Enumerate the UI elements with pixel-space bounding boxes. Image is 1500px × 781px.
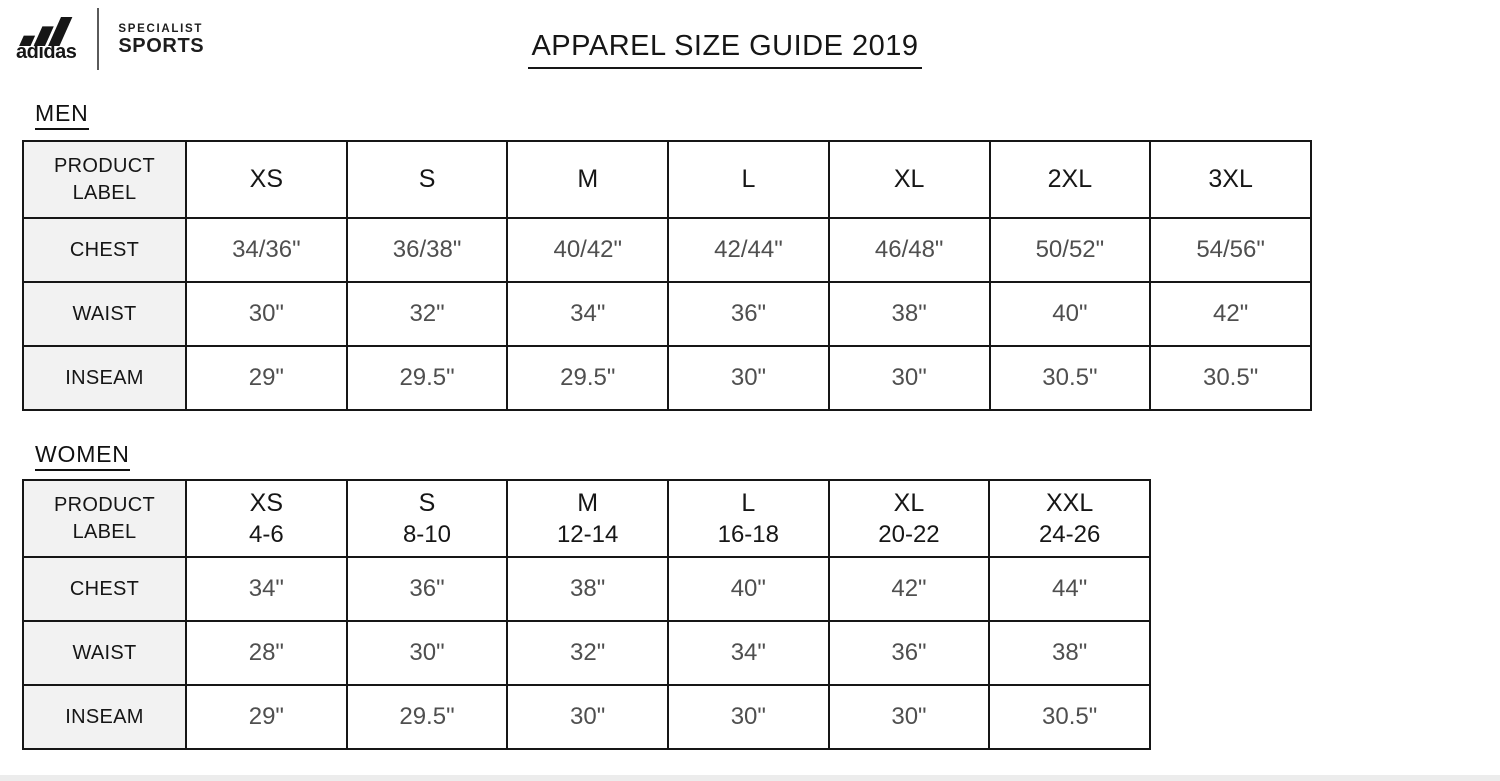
- size-value-cell: 50/52": [990, 218, 1151, 282]
- women-size-column-header-m: [507, 480, 668, 557]
- men-size-column-header-s: [347, 141, 508, 218]
- measurement-row-label: WAIST: [23, 621, 186, 685]
- measurement-row-label: INSEAM: [23, 685, 186, 749]
- men-row-inseam: [23, 346, 1311, 410]
- women-row-chest: [23, 557, 1150, 621]
- men-section-heading: MEN: [35, 100, 89, 130]
- size-range: 4-6: [248, 520, 284, 548]
- men-size-column-header-xl: [829, 141, 990, 218]
- size-label: S: [418, 489, 436, 518]
- size-value-cell: 36": [668, 282, 829, 346]
- women-size-column-header-l: [668, 480, 829, 557]
- men-size-column-header-m: [507, 141, 668, 218]
- women-size-column-header-xs: [186, 480, 347, 557]
- men-size-table: [22, 140, 1312, 411]
- size-value-cell: 30": [347, 621, 508, 685]
- page-title: APPAREL SIZE GUIDE 2019: [528, 30, 921, 69]
- size-value-cell: 32": [347, 282, 508, 346]
- men-row-waist: [23, 282, 1311, 346]
- size-value-cell: 28": [186, 621, 347, 685]
- men-row-chest: [23, 218, 1311, 282]
- women-row-inseam: [23, 685, 1150, 749]
- size-label: XL: [893, 489, 925, 518]
- women-table-container: [22, 479, 1151, 750]
- page-bottom-edge: [0, 775, 1500, 781]
- size-label: XL: [893, 164, 925, 193]
- size-label: 3XL: [1208, 164, 1253, 193]
- size-label: M: [577, 164, 599, 193]
- size-label: L: [741, 489, 756, 518]
- women-size-column-header-xl: [829, 480, 990, 557]
- size-value-cell: 30": [186, 282, 347, 346]
- size-value-cell: 30.5": [990, 346, 1151, 410]
- size-value-cell: 30": [668, 685, 829, 749]
- size-value-cell: 40/42": [507, 218, 668, 282]
- size-value-cell: 34": [186, 557, 347, 621]
- men-size-column-header-2xl: [990, 141, 1151, 218]
- measurement-row-label: CHEST: [23, 557, 186, 621]
- size-value-cell: 34": [668, 621, 829, 685]
- size-value-cell: 46/48": [829, 218, 990, 282]
- measurement-row-label: INSEAM: [23, 346, 186, 410]
- size-label: XS: [249, 489, 283, 518]
- size-value-cell: 38": [829, 282, 990, 346]
- size-value-cell: 36": [347, 557, 508, 621]
- size-value-cell: 34/36": [186, 218, 347, 282]
- size-value-cell: 30": [507, 685, 668, 749]
- size-value-cell: 42": [1150, 282, 1311, 346]
- size-range: 24-26: [1038, 520, 1101, 548]
- women-product-label-header: PRODUCT LABEL: [23, 480, 186, 557]
- size-value-cell: 36/38": [347, 218, 508, 282]
- page-title-wrap: [0, 30, 1500, 69]
- women-section-heading: WOMEN: [35, 441, 130, 471]
- partner-name-top: SPECIALIST: [118, 23, 204, 36]
- size-value-cell: 30.5": [1150, 346, 1311, 410]
- size-range: 12-14: [556, 520, 619, 548]
- size-range: 20-22: [878, 520, 940, 548]
- size-label: S: [418, 164, 436, 193]
- men-table-container: [22, 140, 1312, 411]
- measurement-row-label: CHEST: [23, 218, 186, 282]
- size-value-cell: 40": [990, 282, 1151, 346]
- women-size-table: [22, 479, 1151, 750]
- size-range: 8-10: [402, 520, 451, 548]
- size-value-cell: 29.5": [347, 685, 508, 749]
- partner-name-bottom: SPORTS: [118, 34, 205, 57]
- size-value-cell: 54/56": [1150, 218, 1311, 282]
- size-value-cell: 29.5": [347, 346, 508, 410]
- size-label: XS: [249, 164, 284, 193]
- women-size-column-header-s: [347, 480, 508, 557]
- size-value-cell: 38": [989, 621, 1150, 685]
- women-size-column-header-xxl: [989, 480, 1150, 557]
- size-label: L: [741, 164, 756, 193]
- size-value-cell: 30.5": [989, 685, 1150, 749]
- size-value-cell: 32": [507, 621, 668, 685]
- size-label: XXL: [1046, 489, 1094, 518]
- size-value-cell: 29.5": [507, 346, 668, 410]
- men-size-column-header-3xl: [1150, 141, 1311, 218]
- women-row-waist: [23, 621, 1150, 685]
- size-value-cell: 44": [989, 557, 1150, 621]
- size-label: 2XL: [1047, 164, 1093, 193]
- size-value-cell: 30": [829, 346, 990, 410]
- size-value-cell: 36": [829, 621, 990, 685]
- size-value-cell: 29": [186, 685, 347, 749]
- men-size-column-header-xs: [186, 141, 347, 218]
- size-value-cell: 42/44": [668, 218, 829, 282]
- men-product-label-header: PRODUCT LABEL: [23, 141, 186, 218]
- size-value-cell: 30": [668, 346, 829, 410]
- size-value-cell: 34": [507, 282, 668, 346]
- size-range: 16-18: [717, 520, 779, 548]
- size-label: M: [577, 489, 599, 518]
- size-value-cell: 30": [829, 685, 990, 749]
- size-value-cell: 40": [668, 557, 829, 621]
- size-value-cell: 42": [829, 557, 990, 621]
- size-value-cell: 38": [507, 557, 668, 621]
- men-size-column-header-l: [668, 141, 829, 218]
- adidas-wordmark: adidas: [16, 41, 77, 63]
- size-value-cell: 29": [186, 346, 347, 410]
- measurement-row-label: WAIST: [23, 282, 186, 346]
